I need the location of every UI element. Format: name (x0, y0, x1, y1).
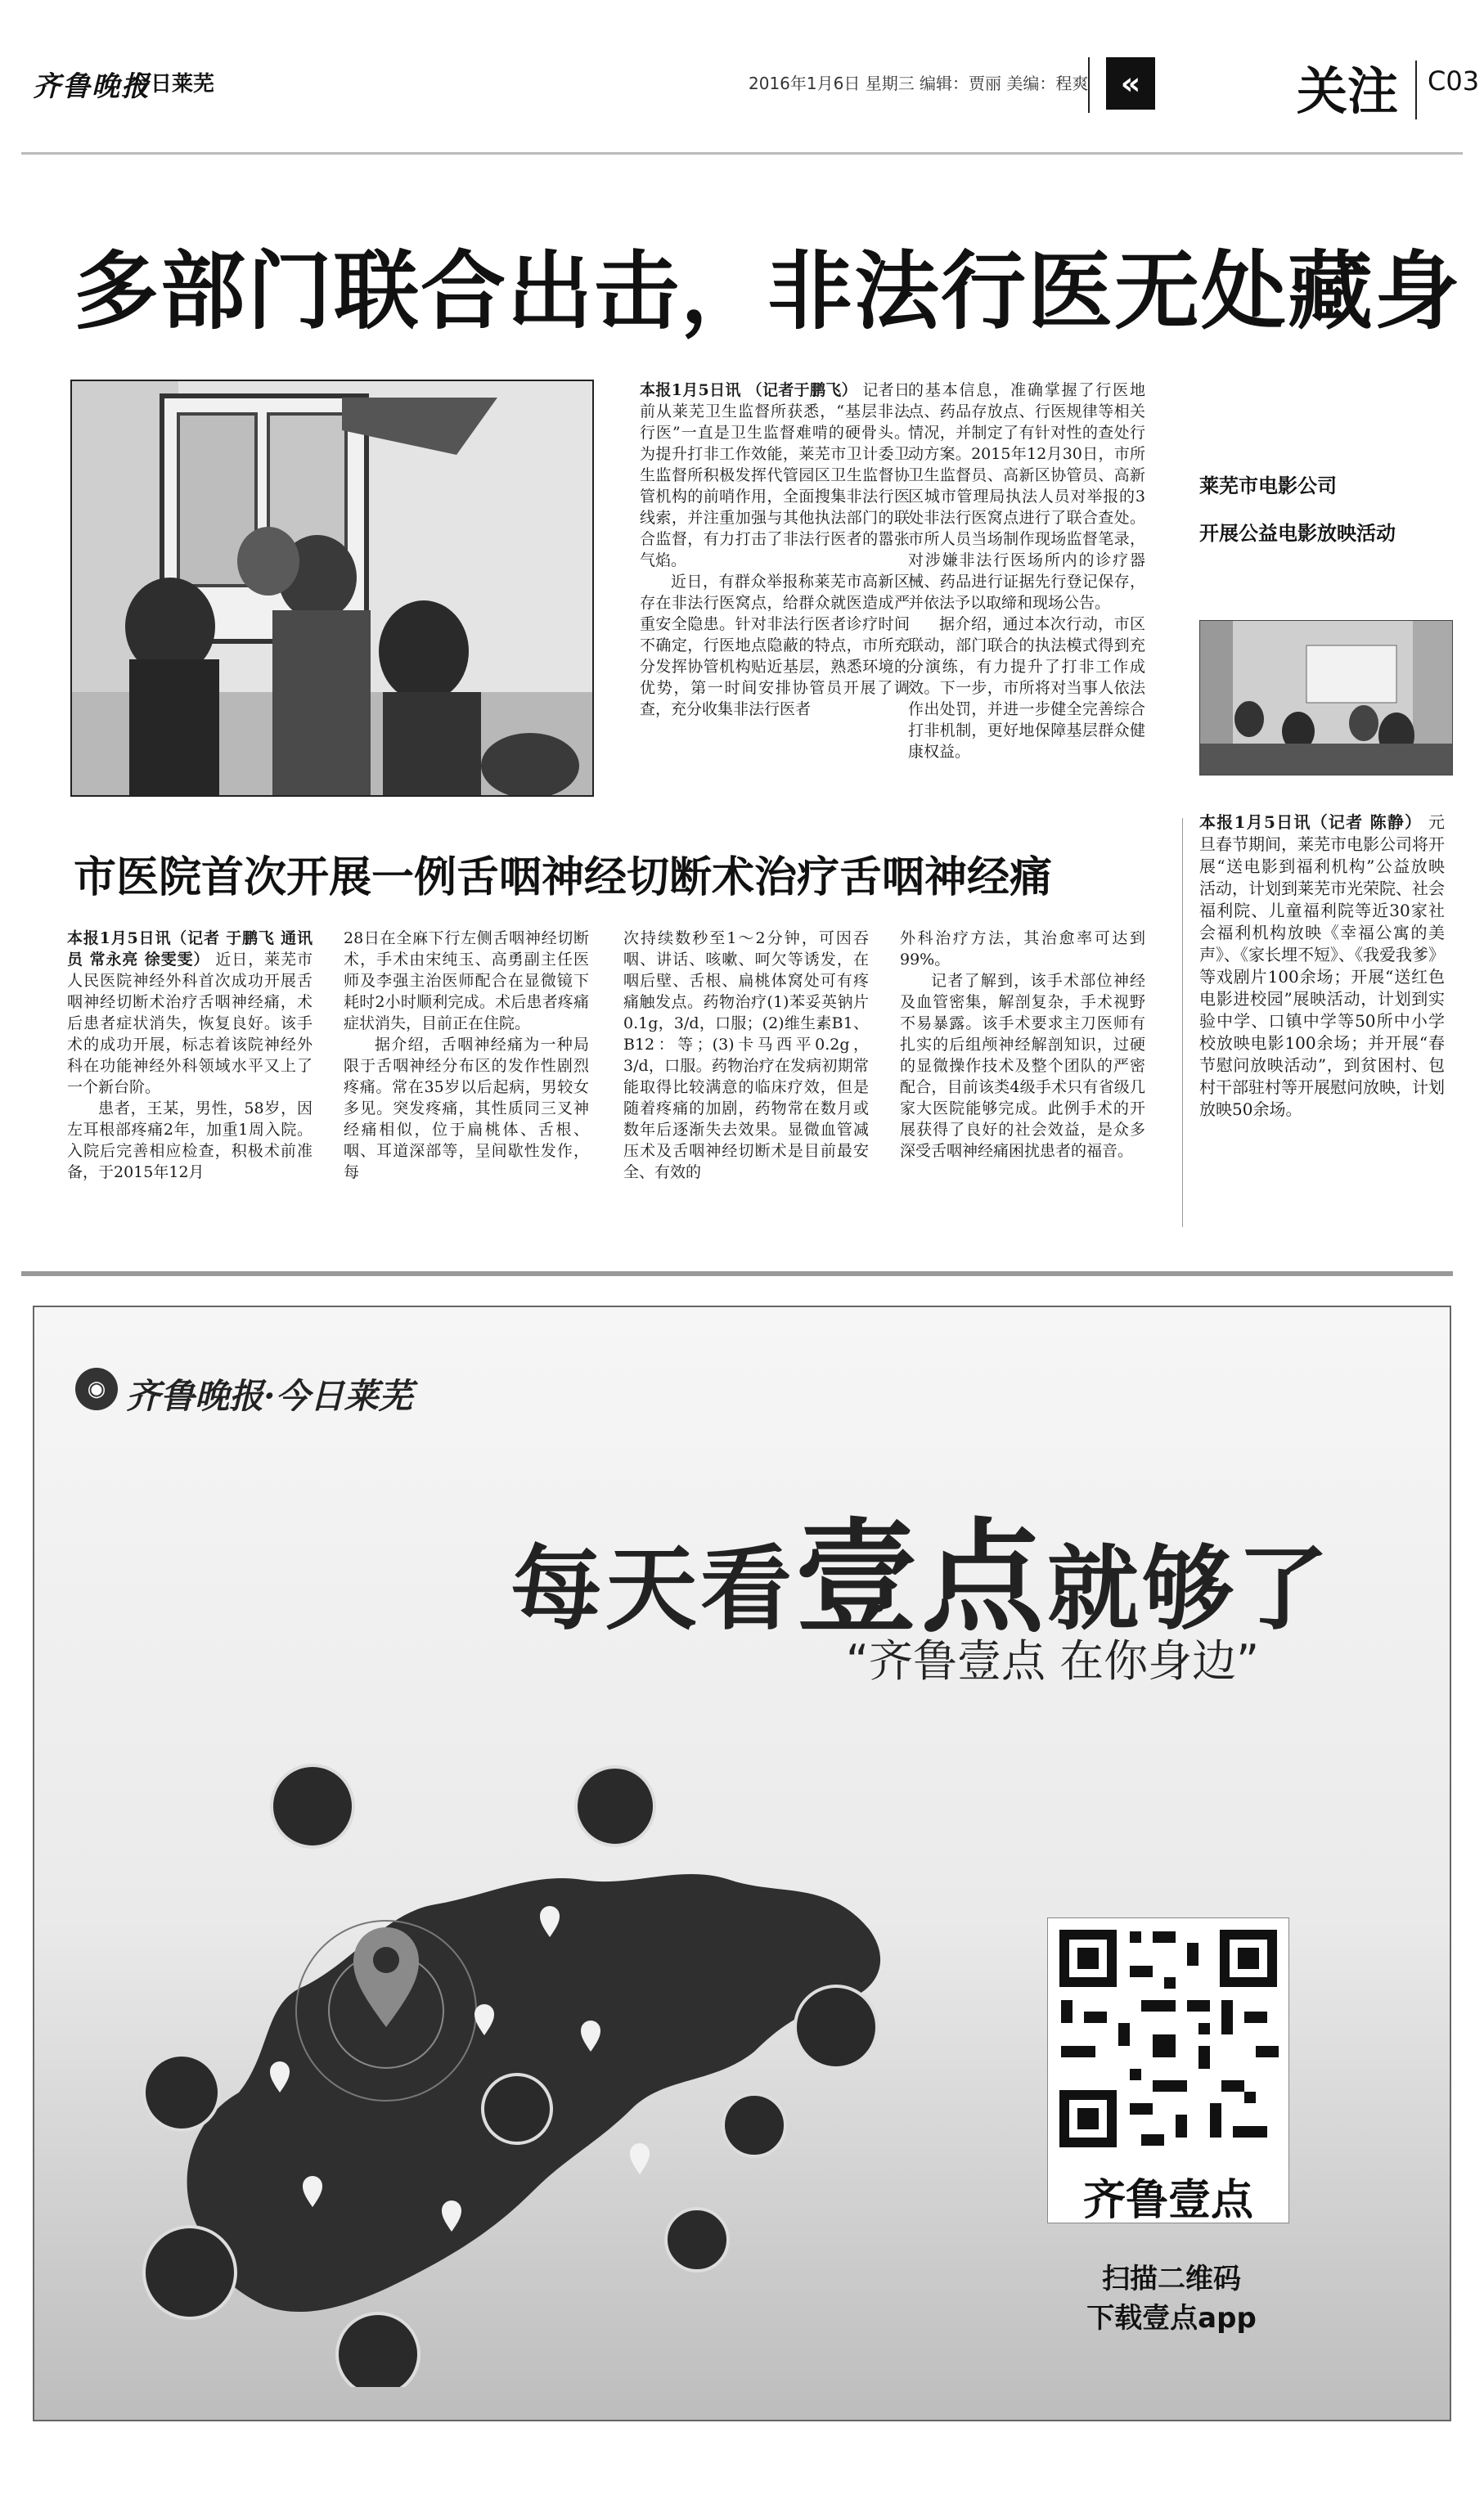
article1-column-1 (640, 380, 910, 720)
header-rule (21, 152, 1463, 155)
article2-byline: 本报1月5日讯（记者 于鹏飞 通讯员 常永亮 徐雯雯） (67, 929, 313, 969)
ad-logo-text: 齐鲁晚报·今日莱芜 (126, 1376, 413, 1416)
sidebar-article (1199, 811, 1445, 1121)
newspaper-brand: 齐鲁晚报 (33, 70, 151, 103)
article1-column-2 (908, 380, 1145, 762)
article2-column-4 (900, 928, 1145, 1162)
article1-paragraph: 的基本信息，准确掌握了行医地点、药品存放点、行医规律等相关情况，并制定了有针对性的查处行动方案。2015年12月30日，市所卫生监督员、高新区协管员、高新区城市管理局执法人员对举报的3处非法行医窝点进行了联合查处。市所人员当场制作现场监督笔录，对涉嫌非法行医场所内的诊疗器械、药品进行证据先行登记保存，并依法予以取缔和现场公告。 (908, 381, 1145, 612)
ad-slogan-part: 每天看 (510, 1536, 795, 1643)
sidebar-title-line1: 莱芜市电影公司 (1199, 474, 1337, 497)
second-headline: 市医院首次开展一例舌咽神经切断术治疗舌咽神经痛 (74, 853, 1053, 902)
province-map-illustration (108, 1667, 926, 2387)
sidebar-paragraph: 元旦春节期间，莱芜市电影公司将开展“送电影到福利机构”公益放映活动，计划到莱芜市光荣院、社会福利院、儿童福利院等近30家社会福利机构放映《幸福公寓的美声》、《家长埋不短》、《我爱我爹》等戏剧片100余场；开展“送红色电影进校园”展映活动，计划到实验中学、口镇中学等50所中小学校放映电影100余场；并开展“春节慰问放映活动”，到贫困村、包村干部驻村等开展慰问放映，计划放映50余场。 (1199, 812, 1446, 1119)
article2-paragraph: 28日在全麻下行左侧舌咽神经切断术，手术由宋纯玉、高勇副主任医师及李强主治医师配合在显微镜下耗时2小时顺利完成。术后患者疼痛症状消失，目前正在住院。 (344, 929, 589, 1032)
article1-paragraph: 记者日前从莱芜卫生监督所获悉，“基层非法行医”一直是卫生监督难啃的硬骨头。为提升打非工作效能，莱芜市卫计委卫生监督所积极发挥代管园区卫生监督协管机构的前哨作用，全面搜集非法行医线索，并注重加强与其他执法部门的联合监督，有力打击了非法行医者的嚣张气焰。 (640, 381, 910, 569)
article1-paragraph: 近日，有群众举报称莱芜市高新区存在非法行医窝点，给群众就医造成严重安全隐患。针对非法行医者诊疗时间不确定，行医地点隐蔽的特点，市所充分发挥协管机构贴近基层，熟悉环境的优势，第一时间安排协管员开展了调查，充分收集非法行医者 (640, 573, 910, 718)
sidebar-byline: 本报1月5日讯（记者 陈静） (1199, 812, 1423, 832)
ad-subslogan: “齐鲁壹点 在你身边” (846, 1635, 1260, 1687)
article2-column-1 (67, 928, 313, 1183)
main-headline: 多部门联合出击，非法行医无处藏身 (74, 241, 1462, 341)
newspaper-edition: 今日莱芜 (129, 72, 215, 97)
article2-column-3 (623, 928, 869, 1183)
ad-slogan-part: 就够了 (1047, 1536, 1333, 1643)
advertisement (33, 1306, 1451, 2421)
ad-slogan-emphasis: 壹点 (795, 1508, 1048, 1650)
article2-paragraph: 外科治疗方法，其治愈率可达到99%。 (900, 929, 1145, 969)
article2-paragraph: 记者了解到，该手术部位神经及血管密集，解剖复杂，手术视野不易暴露。该手术要求主刀医师有扎实的后组颅神经解剖知识，过硬的显微操作技术及整个团队的严密配合，目前该类4级手术只有省级几家大医院能够完成。此例手术的开展获得了良好的社会效益，是众多深受舌咽神经痛困扰患者的福音。 (900, 972, 1145, 1160)
header-divider (1415, 61, 1417, 119)
download-instruction: 下载壹点app (1086, 2302, 1257, 2335)
section-rule (21, 1271, 1453, 1276)
article1-byline: 本报1月5日讯 （记者于鹏飞） (640, 381, 857, 399)
section-title: 关注 (1297, 61, 1399, 121)
article2-paragraph: 次持续数秒至1～2分钟，可因吞咽、讲话、咳嗽、呵欠等诱发，在咽后壁、舌根、扁桃体窝处可有疼痛触发点。药物治疗(1)苯妥英钠片0.1g，3/d，口服；(2)维生素B1、B12：等；(3)卡马西平0.2g，3/d，口服。药物治疗在发病初期常能取得比较满意的临床疗效，但是随着疼痛的加剧，药物常在数月或数年后逐渐失去效果。显微血管减压术及舌咽神经切断术是目前最安全、有效的 (623, 929, 869, 1181)
scan-instruction: 扫描二维码 (1102, 2263, 1241, 2295)
header-divider (1088, 57, 1090, 113)
article2-paragraph: 据介绍，舌咽神经痛为一种局限于舌咽神经分布区的发作性剧烈疼痛。常在35岁以后起病，男较女多见。突发疼痛，其性质同三叉神经痛相似，位于扁桃体、舌根、咽、耳道深部等，呈间歇性发作，每 (344, 1036, 589, 1181)
article2-paragraph: 患者，王某，男性，58岁，因左耳根部疼痛2年，加重1周入院。入院后完善相应检查，积极术前准备，于2015年12月 (67, 1099, 313, 1181)
chevron-left-icon: « (1106, 57, 1155, 110)
article2-paragraph: 近日，莱芜市人民医院神经外科首次成功开展舌咽神经切断术治疗舌咽神经痛，术后患者症状消失，恢复良好。该手术的成功开展，标志着该院神经外科在功能神经外科领域水平又上了一个新台阶。 (67, 951, 313, 1096)
qr-code-icon (1048, 1918, 1288, 2159)
qr-code[interactable] (1047, 1917, 1289, 2223)
qr-brand-label: 齐鲁壹点 (1082, 2176, 1253, 2225)
page-number: C03 (1428, 65, 1480, 97)
issue-meta: 2016年1月6日 星期三 编辑：贾丽 美编：程爽 (749, 74, 1089, 93)
sidebar-divider (1182, 818, 1183, 1227)
article-photo (70, 380, 594, 797)
logo-mark-icon: ◉ (75, 1368, 118, 1410)
sidebar-title-line2: 开展公益电影放映活动 (1199, 522, 1396, 545)
article2-column-2 (344, 928, 589, 1183)
sidebar-photo (1199, 620, 1453, 775)
article1-paragraph: 据介绍，通过本次行动，市区联动，部门联合的执法模式得到充分演练，有力提升了打非工作成效。下一步，市所将对当事人依法作出处罚，并进一步健全完善综合打非机制，更好地保障基层群众健康权益。 (908, 615, 1145, 761)
